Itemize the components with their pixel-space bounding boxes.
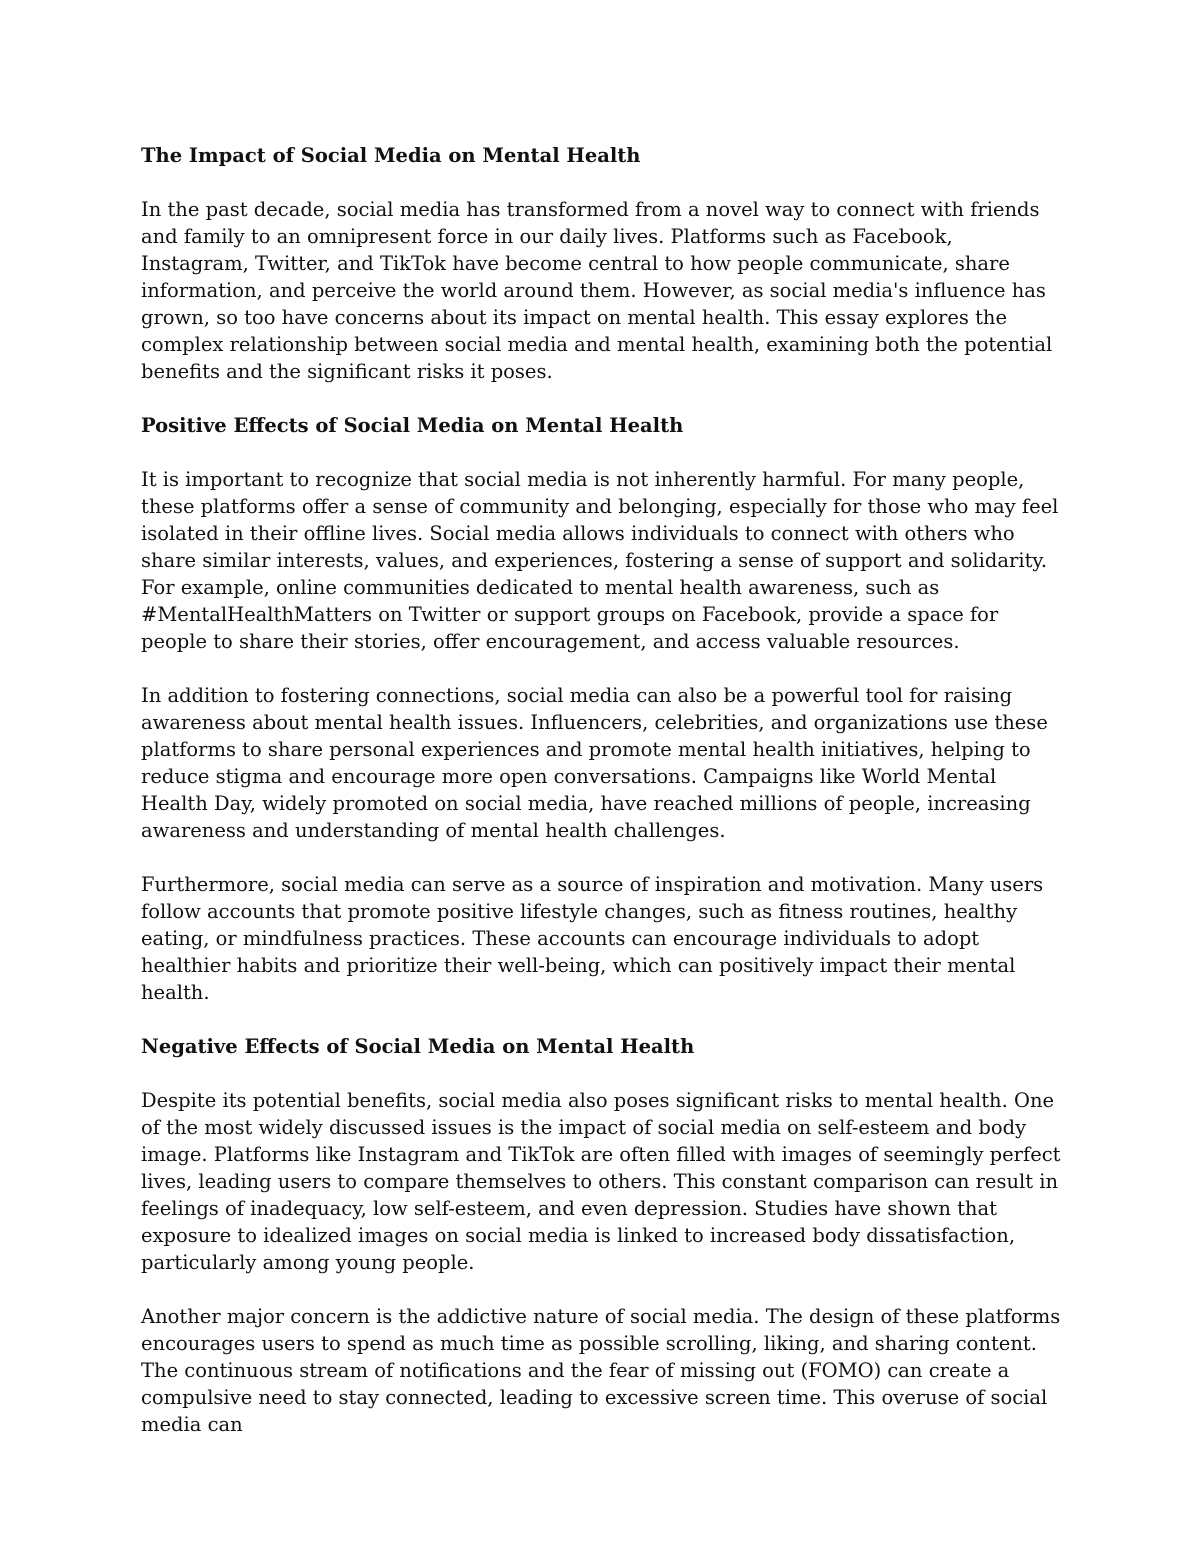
document-body xyxy=(141,142,1066,1465)
intro-paragraph: In the past decade, social media has transformed from a novel way to connect with friends and family to an omnipresent force in our daily lives. Platforms such as Facebook, Instagram, Twitter, and TikTok have become central to how people communicate, share information, and perceive the world around them. However, as social media's influence has grown, so too have concerns about its impact on mental health. This essay explores the complex relationship between social media and mental health, examining both the potential benefits and the significant risks it poses. xyxy=(141,198,1053,383)
positive-paragraph-1: It is important to recognize that social media is not inherently harmful. For many people, these platforms offer a sense of community and belonging, especially for those who may feel isolated in their offline lives. Social media allows individuals to connect with others who share similar interests, values, and experiences, fostering a sense of support and solidarity. For example, online communities dedicated to mental health awareness, such as #MentalHealthMatters on Twitter or support groups on Facebook, provide a space for people to share their stories, offer encouragement, and access valuable resources. xyxy=(141,468,1059,653)
document-title: The Impact of Social Media on Mental Health xyxy=(141,144,641,167)
positive-paragraph-3: Furthermore, social media can serve as a source of inspiration and motivation. Many users follow accounts that promote positive lifestyle changes, such as fitness routines, healthy eating, or mindfulness practices. These accounts can encourage individuals to adopt healthier habits and prioritize their well-being, which can positively impact their mental health. xyxy=(141,873,1044,1004)
negative-effects-heading: Negative Effects of Social Media on Mental Health xyxy=(141,1035,695,1058)
positive-paragraph-2: In addition to fostering connections, social media can also be a powerful tool for raising awareness about mental health issues. Influencers, celebrities, and organizations use these platforms to share personal experiences and promote mental health initiatives, helping to reduce stigma and encourage more open conversations. Campaigns like World Mental Health Day, widely promoted on social media, have reached millions of people, increasing awareness and understanding of mental health challenges. xyxy=(141,684,1048,842)
negative-paragraph-1: Despite its potential benefits, social media also poses significant risks to mental health. One of the most widely discussed issues is the impact of social media on self-esteem and body image. Platforms like Instagram and TikTok are often filled with images of seemingly perfect lives, leading users to compare themselves to others. This constant comparison can result in feelings of inadequacy, low self-esteem, and even depression. Studies have shown that exposure to idealized images on social media is linked to increased body dissatisfaction, particularly among young people. xyxy=(141,1089,1061,1274)
negative-paragraph-2: Another major concern is the addictive nature of social media. The design of these platforms encourages users to spend as much time as possible scrolling, liking, and sharing content. The continuous stream of notifications and the fear of missing out (FOMO) can create a compulsive need to stay connected, leading to excessive screen time. This overuse of social media can xyxy=(141,1305,1061,1436)
positive-effects-heading: Positive Effects of Social Media on Mental Health xyxy=(141,414,684,437)
